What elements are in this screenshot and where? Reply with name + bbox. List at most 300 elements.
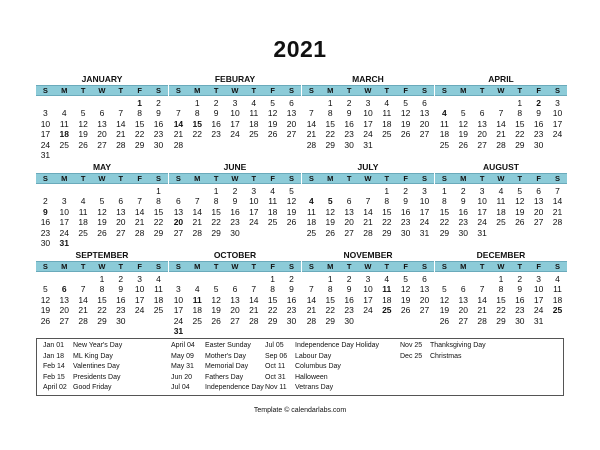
day-cell: 22	[211, 217, 221, 228]
day-cell: 17	[363, 118, 373, 129]
day-cell: 28	[496, 139, 506, 150]
day-cell: 3	[365, 274, 371, 284]
day-cell: 16	[533, 118, 544, 129]
holiday-entry	[171, 341, 264, 352]
day-cell: 21	[78, 305, 88, 316]
day-cell: 11	[154, 284, 163, 295]
day-cell: 1	[442, 186, 447, 196]
day-cell: 29	[134, 139, 145, 150]
day-cell: 17	[173, 305, 184, 316]
day-cell: 18	[382, 118, 392, 129]
day-cell: 20	[173, 217, 184, 228]
day-cell: 10	[230, 108, 240, 119]
day-cell: 10	[59, 206, 69, 217]
day-cell: 8	[517, 108, 523, 119]
day-cell: 7	[80, 284, 86, 295]
day-cell: 1	[137, 98, 142, 108]
day-cell: 29	[97, 315, 107, 326]
empty-cell	[340, 186, 359, 196]
day-cell: 23	[515, 305, 525, 316]
day-cell: 10	[40, 118, 51, 129]
day-cell: 6	[99, 108, 105, 119]
day-cell: 2	[213, 98, 219, 108]
weekday-label: S	[308, 262, 314, 271]
day-cell: 2	[232, 186, 238, 196]
day-cell: 5	[403, 98, 408, 108]
day-cell: 25	[267, 217, 278, 228]
month-name: NOVEMBER	[343, 250, 393, 260]
day-cell: 10	[249, 196, 259, 207]
weekday-label: F	[270, 262, 275, 271]
day-cell: 31	[533, 315, 544, 326]
day-cell: 9	[346, 284, 352, 295]
day-cell: 6	[479, 108, 485, 119]
day-cell: 27	[477, 139, 487, 150]
empty-cell	[492, 98, 511, 108]
weekday-label: S	[42, 86, 48, 95]
holiday-date: Nov 11	[265, 384, 287, 392]
weekday-label: W	[231, 262, 239, 271]
holiday-name: Independence Day Holiday	[295, 342, 380, 349]
weekday-label: M	[194, 174, 201, 183]
day-cell: 26	[400, 129, 411, 140]
day-grid	[36, 186, 168, 248]
day-cell: 9	[43, 206, 48, 217]
empty-cell	[454, 274, 473, 284]
day-cell: 25	[382, 305, 392, 316]
day-cell: 26	[286, 217, 297, 228]
holiday-name: Fathers Day	[205, 373, 244, 381]
holiday-name: Independence Day	[205, 384, 264, 392]
day-cell: 3	[479, 186, 485, 196]
holiday-name: Good Friday	[73, 384, 112, 392]
holiday-name: Easter Sunday	[205, 342, 251, 349]
day-cell: 5	[403, 274, 408, 284]
day-cell: 24	[533, 305, 544, 316]
day-cell: 8	[327, 108, 333, 119]
day-cell: 27	[344, 227, 354, 238]
weekday-label: S	[441, 262, 447, 271]
day-cell: 22	[496, 305, 506, 316]
weekday-label: W	[231, 174, 239, 183]
day-cell: 17	[552, 118, 563, 129]
day-cell: 3	[422, 186, 427, 196]
day-cell: 17	[533, 294, 544, 305]
weekday-label: T	[384, 262, 390, 271]
day-cell: 12	[400, 284, 411, 295]
weekday-label: F	[270, 86, 275, 95]
weekday-label: S	[308, 174, 314, 183]
day-cell: 3	[365, 98, 371, 108]
day-cell: 15	[211, 206, 221, 217]
day-cell: 9	[346, 108, 352, 119]
day-cell: 2	[346, 98, 352, 108]
holiday-date: Oct 31	[265, 373, 286, 381]
day-grid	[169, 98, 301, 150]
day-grid	[302, 274, 434, 326]
holiday-name: New Year's Day	[73, 342, 123, 349]
month-november	[302, 250, 434, 326]
day-cell: 26	[458, 139, 468, 150]
day-cell: 31	[40, 149, 51, 160]
day-grid	[435, 274, 567, 326]
day-cell: 22	[515, 129, 525, 140]
empty-cell	[169, 98, 188, 108]
day-cell: 3	[137, 274, 142, 284]
day-cell: 17	[419, 206, 430, 217]
day-cell: 26	[439, 315, 450, 326]
day-grid	[302, 98, 434, 150]
day-cell: 14	[134, 206, 145, 217]
day-cell: 19	[325, 217, 335, 228]
day-cell: 19	[458, 129, 468, 140]
day-cell: 9	[403, 196, 408, 207]
day-cell: 17	[249, 206, 259, 217]
holiday-entry	[171, 373, 264, 384]
day-cell: 6	[176, 196, 181, 207]
weekday-label: S	[175, 174, 181, 183]
day-cell: 20	[230, 305, 240, 316]
day-cell: 17	[59, 217, 69, 228]
day-cell: 8	[270, 284, 275, 295]
holiday-entry	[400, 341, 486, 352]
day-cell: 15	[496, 294, 506, 305]
day-cell: 14	[306, 294, 317, 305]
holiday-entry	[43, 362, 122, 373]
day-cell: 3	[232, 98, 238, 108]
month-name: DECEMBER	[476, 250, 526, 260]
day-cell: 25	[306, 227, 317, 238]
day-cell: 30	[400, 227, 411, 238]
day-cell: 21	[496, 129, 506, 140]
day-cell: 17	[40, 129, 51, 140]
day-cell: 14	[477, 294, 487, 305]
day-cell: 21	[306, 305, 317, 316]
month-name: FEBURAY	[214, 74, 256, 84]
month-january	[36, 74, 168, 160]
day-cell: 23	[344, 305, 354, 316]
day-cell: 3	[61, 196, 67, 207]
day-cell: 8	[99, 284, 105, 295]
holiday-date: May 09	[171, 352, 194, 360]
month-name: MARCH	[352, 74, 384, 84]
day-cell: 13	[59, 294, 69, 305]
weekday-label: T	[118, 86, 124, 95]
day-cell: 4	[555, 274, 560, 284]
weekday-label: S	[421, 262, 427, 271]
day-cell: 23	[230, 217, 240, 228]
weekday-label: F	[536, 174, 541, 183]
weekday-label: F	[403, 86, 408, 95]
weekday-header	[169, 173, 301, 184]
day-cell: 4	[384, 274, 390, 284]
day-cell: 24	[40, 139, 51, 150]
day-cell: 30	[230, 227, 240, 238]
day-cell: 27	[458, 315, 468, 326]
day-cell: 8	[137, 108, 142, 119]
weekday-header	[302, 85, 434, 96]
day-cell: 28	[78, 315, 88, 326]
weekday-label: W	[231, 86, 239, 95]
weekday-label: W	[98, 174, 106, 183]
day-cell: 14	[249, 294, 259, 305]
day-cell: 28	[192, 227, 202, 238]
month-october	[169, 250, 301, 336]
holiday-column	[171, 341, 264, 394]
weekday-label: T	[517, 174, 523, 183]
day-cell: 20	[116, 217, 126, 228]
day-cell: 14	[192, 206, 202, 217]
day-cell: 24	[363, 305, 373, 316]
day-cell: 3	[251, 186, 257, 196]
day-cell: 16	[458, 206, 468, 217]
day-cell: 2	[517, 274, 523, 284]
day-cell: 15	[439, 206, 450, 217]
day-cell: 4	[498, 186, 504, 196]
day-cell: 1	[99, 274, 105, 284]
day-cell: 19	[40, 305, 51, 316]
day-cell: 9	[517, 284, 523, 295]
empty-cell	[36, 98, 55, 108]
month-july	[302, 162, 434, 238]
day-cell: 18	[439, 129, 450, 140]
day-cell: 16	[344, 294, 354, 305]
empty-cell	[111, 98, 130, 108]
weekday-label: T	[479, 262, 485, 271]
day-cell: 20	[533, 206, 544, 217]
day-cell: 12	[40, 294, 51, 305]
day-cell: 23	[533, 129, 544, 140]
day-cell: 23	[400, 217, 411, 228]
day-cell: 10	[173, 294, 184, 305]
day-cell: 15	[97, 294, 107, 305]
day-cell: 5	[442, 284, 447, 295]
day-cell: 7	[365, 196, 371, 207]
day-grid	[169, 186, 301, 238]
day-cell: 22	[439, 217, 450, 228]
weekday-label: T	[251, 86, 257, 95]
day-cell: 2	[118, 274, 124, 284]
day-cell: 26	[325, 227, 335, 238]
day-cell: 22	[267, 305, 278, 316]
day-cell: 8	[442, 196, 447, 207]
day-cell: 19	[97, 217, 107, 228]
day-cell: 20	[419, 294, 430, 305]
day-cell: 21	[116, 129, 126, 140]
day-cell: 7	[251, 284, 257, 295]
day-cell: 31	[477, 227, 487, 238]
day-cell: 12	[97, 206, 107, 217]
weekday-label: M	[61, 174, 68, 183]
day-cell: 12	[267, 108, 278, 119]
holiday-entry	[265, 362, 379, 373]
day-cell: 25	[552, 305, 563, 316]
day-cell: 27	[97, 139, 107, 150]
day-cell: 21	[173, 129, 184, 140]
day-cell: 9	[118, 284, 124, 295]
day-cell: 26	[78, 139, 88, 150]
holiday-date: Oct 11	[265, 363, 286, 371]
day-cell: 20	[97, 129, 107, 140]
day-cell: 25	[249, 129, 259, 140]
day-grid	[36, 274, 168, 326]
day-cell: 11	[553, 284, 562, 295]
holiday-entry	[265, 341, 379, 352]
day-cell: 2	[460, 186, 466, 196]
month-name: SEPTEMBER	[75, 250, 129, 260]
day-cell: 7	[137, 196, 142, 207]
day-cell: 1	[270, 274, 275, 284]
day-cell: 11	[440, 118, 449, 129]
day-cell: 22	[325, 129, 335, 140]
day-cell: 23	[40, 227, 51, 238]
holiday-date: Nov 25	[400, 342, 423, 349]
day-cell: 21	[477, 305, 487, 316]
day-cell: 27	[230, 315, 240, 326]
empty-cell	[74, 186, 93, 196]
weekday-label: W	[364, 174, 372, 183]
day-cell: 12	[78, 118, 88, 129]
day-cell: 4	[384, 98, 390, 108]
empty-cell	[321, 186, 340, 196]
day-cell: 2	[346, 274, 352, 284]
day-cell: 24	[230, 129, 240, 140]
weekday-label: M	[460, 262, 467, 271]
weekday-label: S	[441, 86, 447, 95]
weekday-label: S	[288, 86, 294, 95]
day-cell: 31	[419, 227, 430, 238]
day-cell: 28	[116, 139, 126, 150]
day-cell: 28	[552, 217, 563, 228]
month-september	[36, 250, 168, 326]
day-cell: 4	[270, 186, 275, 196]
weekday-label: W	[98, 86, 106, 95]
weekday-label: S	[308, 86, 314, 95]
day-cell: 1	[327, 274, 333, 284]
weekday-label: T	[213, 86, 219, 95]
month-feburay	[169, 74, 301, 150]
day-cell: 20	[458, 305, 468, 316]
day-cell: 19	[439, 305, 450, 316]
day-cell: 20	[419, 118, 430, 129]
day-cell: 5	[99, 196, 105, 207]
holiday-name: Christmas	[430, 352, 462, 360]
day-cell: 6	[346, 196, 352, 207]
day-cell: 19	[211, 305, 221, 316]
weekday-label: T	[118, 174, 124, 183]
day-cell: 5	[327, 196, 333, 207]
day-cell: 29	[382, 227, 392, 238]
day-cell: 22	[325, 305, 335, 316]
weekday-header	[435, 261, 567, 272]
holiday-name: ML King Day	[73, 352, 113, 360]
day-cell: 11	[192, 294, 202, 305]
holiday-entry	[400, 352, 486, 363]
day-cell: 30	[533, 139, 544, 150]
empty-cell	[188, 274, 207, 284]
day-cell: 11	[78, 206, 88, 217]
day-cell: 7	[194, 196, 200, 207]
weekday-label: T	[384, 86, 390, 95]
weekday-label: S	[155, 86, 161, 95]
holiday-entry	[265, 383, 379, 394]
weekday-label: T	[251, 174, 257, 183]
day-cell: 11	[59, 118, 69, 129]
weekday-label: M	[61, 86, 68, 95]
holiday-list	[36, 338, 564, 396]
empty-cell	[188, 186, 207, 196]
day-cell: 1	[213, 186, 219, 196]
weekday-label: S	[441, 174, 447, 183]
weekday-header	[36, 261, 168, 272]
empty-cell	[36, 186, 55, 196]
holiday-name: Labour Day	[295, 352, 332, 360]
day-cell: 15	[134, 118, 145, 129]
day-cell: 23	[344, 129, 354, 140]
day-cell: 3	[536, 274, 541, 284]
day-cell: 1	[327, 98, 333, 108]
day-cell: 9	[156, 108, 161, 119]
day-cell: 17	[134, 294, 145, 305]
day-cell: 29	[515, 139, 525, 150]
day-grid	[169, 274, 301, 336]
day-cell: 15	[325, 294, 335, 305]
empty-cell	[302, 98, 321, 108]
day-cell: 24	[249, 217, 259, 228]
day-cell: 23	[116, 305, 126, 316]
weekday-header	[169, 85, 301, 96]
weekday-label: T	[213, 174, 219, 183]
day-cell: 10	[477, 196, 487, 207]
day-cell: 7	[479, 284, 485, 295]
weekday-label: M	[460, 86, 467, 95]
weekday-label: M	[460, 174, 467, 183]
day-cell: 24	[552, 129, 563, 140]
day-cell: 14	[306, 118, 317, 129]
weekday-label: T	[251, 262, 257, 271]
weekday-header	[36, 85, 168, 96]
day-cell: 10	[533, 284, 544, 295]
weekday-label: F	[403, 262, 408, 271]
holiday-date: Jul 05	[265, 342, 284, 349]
holiday-date: Jun 20	[171, 373, 193, 381]
empty-cell	[130, 186, 149, 196]
empty-cell	[74, 98, 93, 108]
weekday-label: W	[497, 174, 505, 183]
holiday-entry	[265, 373, 379, 384]
holiday-name: Memorial Day	[205, 363, 249, 371]
day-cell: 30	[40, 237, 51, 248]
weekday-header	[302, 261, 434, 272]
day-cell: 24	[363, 129, 373, 140]
day-cell: 4	[309, 196, 314, 207]
weekday-label: M	[327, 86, 334, 95]
day-cell: 29	[439, 227, 450, 238]
day-cell: 8	[384, 196, 390, 207]
day-cell: 19	[515, 206, 525, 217]
empty-cell	[93, 98, 112, 108]
day-cell: 10	[363, 108, 373, 119]
day-cell: 27	[116, 227, 126, 238]
day-cell: 27	[419, 129, 430, 140]
day-cell: 18	[552, 294, 563, 305]
weekday-label: F	[536, 262, 541, 271]
day-cell: 4	[194, 284, 200, 295]
weekday-label: S	[42, 174, 48, 183]
day-cell: 13	[477, 118, 487, 129]
day-cell: 11	[307, 206, 316, 217]
day-cell: 28	[173, 139, 184, 150]
